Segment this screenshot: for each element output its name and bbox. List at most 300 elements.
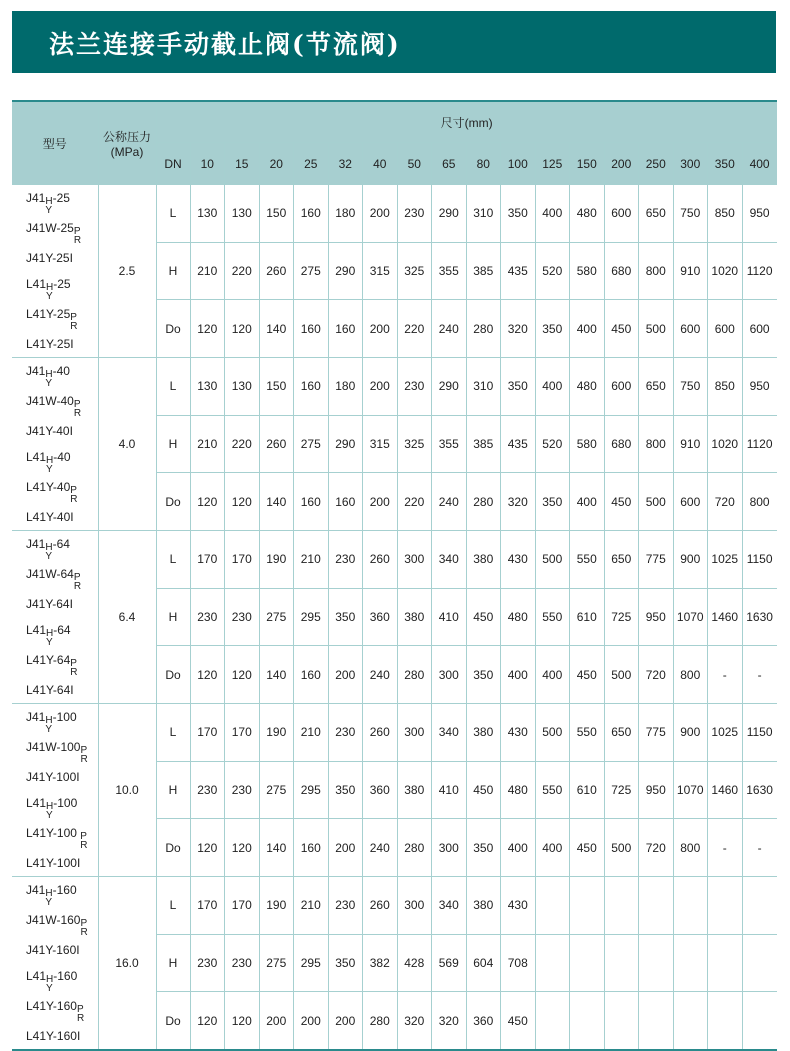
dimension-value: 320 [501, 473, 536, 531]
model-prefix: L41 [26, 623, 47, 637]
dimension-value: - [742, 646, 777, 704]
dimension-value [535, 877, 570, 935]
model-prefix: J41W-100 [26, 740, 81, 754]
dimension-value: 240 [363, 646, 398, 704]
dimension-value: 600 [604, 358, 639, 416]
dimension-value: 520 [535, 415, 570, 473]
dimension-value: 120 [190, 646, 225, 704]
dimension-value: 850 [708, 358, 743, 416]
dimension-value [570, 934, 605, 992]
dimension-value: 200 [363, 473, 398, 531]
variant-top: H [46, 455, 54, 466]
model-name [26, 474, 98, 504]
model-variant-stack [45, 370, 52, 388]
dimension-value: 600 [673, 473, 708, 531]
model-variant-stack [45, 716, 52, 734]
dimension-value: 360 [466, 992, 501, 1050]
dimension-value: 230 [190, 588, 225, 646]
dimension-value: 910 [673, 415, 708, 473]
dimension-value: 170 [190, 704, 225, 762]
dimension-value: 230 [397, 185, 432, 243]
dimension-value: 120 [225, 819, 260, 877]
dimension-value: 150 [259, 358, 294, 416]
dimension-value: 290 [432, 185, 467, 243]
dimension-value: 1120 [742, 415, 777, 473]
pressure-unit: (MPa) [110, 144, 144, 159]
dimension-value: 170 [225, 531, 260, 589]
model-name [26, 185, 98, 215]
dimension-value: 360 [363, 588, 398, 646]
dn-value: 65 [432, 143, 467, 185]
variant-bottom: Y [45, 724, 53, 735]
dimension-value: 340 [432, 531, 467, 589]
dimension-value: 775 [639, 704, 674, 762]
dimension-value: 220 [397, 300, 432, 358]
variant-bottom: R [70, 494, 78, 505]
dimension-value: 200 [363, 358, 398, 416]
dimension-label: Do [156, 300, 190, 358]
model-cell [12, 877, 98, 1051]
dimension-value: 520 [535, 242, 570, 300]
dimension-value: 280 [397, 646, 432, 704]
dimension-value: 480 [501, 761, 536, 819]
dimension-value: 280 [397, 819, 432, 877]
dimension-value: 350 [466, 819, 501, 877]
dimension-value: 435 [501, 242, 536, 300]
title-banner [12, 11, 776, 73]
variant-top: P [73, 572, 81, 583]
dimension-value: 680 [604, 242, 639, 300]
dimension-value: 360 [363, 761, 398, 819]
dimension-value: 604 [466, 934, 501, 992]
dimension-value [639, 992, 674, 1050]
variant-bottom: R [73, 581, 82, 592]
dimension-value [639, 934, 674, 992]
dimension-value: 435 [501, 415, 536, 473]
dn-value: 20 [259, 143, 294, 185]
dimension-value: 300 [432, 646, 467, 704]
model-cell [12, 185, 98, 358]
dimension-value: 410 [432, 588, 467, 646]
dn-value: 50 [397, 143, 432, 185]
dimension-value: 950 [639, 761, 674, 819]
model-prefix: J41 [26, 537, 46, 551]
dimension-value: 260 [259, 242, 294, 300]
dimension-value: 450 [604, 300, 639, 358]
variant-top: H [45, 715, 53, 726]
dimension-value: 1150 [742, 531, 777, 589]
model-name [26, 444, 98, 474]
dimension-value: 315 [363, 415, 398, 473]
model-variant-stack [45, 197, 52, 215]
dimension-value: 230 [225, 588, 260, 646]
dimension-value: 140 [259, 646, 294, 704]
dn-value: 250 [639, 143, 674, 185]
dimension-value: 160 [294, 473, 329, 531]
dimension-value [535, 934, 570, 992]
dimension-value: 1020 [708, 415, 743, 473]
model-name [26, 704, 98, 734]
variant-bottom: R [70, 667, 78, 678]
model-prefix: L41Y-100I [26, 856, 81, 870]
model-name [26, 215, 98, 245]
dn-value: 300 [673, 143, 708, 185]
model-name [26, 271, 98, 301]
dimension-value: 160 [328, 473, 363, 531]
dimension-label: H [156, 588, 190, 646]
dimension-label: H [156, 761, 190, 819]
model-variant-stack [45, 543, 52, 561]
dimension-value: 600 [673, 300, 708, 358]
dimension-value: 400 [501, 646, 536, 704]
dimension-value: 680 [604, 415, 639, 473]
dimension-value: 295 [294, 588, 329, 646]
model-cell [12, 358, 98, 531]
model-suffix: -100 [53, 796, 78, 810]
model-name [26, 764, 98, 790]
dimension-value: 480 [570, 358, 605, 416]
dimension-value [708, 877, 743, 935]
dimension-value: 210 [294, 704, 329, 762]
variant-bottom: Y [46, 291, 53, 302]
dimension-label: Do [156, 819, 190, 877]
model-name [26, 677, 98, 703]
model-suffix: -160 [52, 883, 77, 897]
model-prefix: J41Y-25I [26, 251, 73, 265]
dimension-value: 720 [639, 819, 674, 877]
model-name [26, 531, 98, 561]
model-prefix: J41W-160 [26, 913, 81, 927]
dimension-value: 382 [363, 934, 398, 992]
model-name [26, 591, 98, 617]
dimension-value [604, 934, 639, 992]
dimension-value: 800 [673, 819, 708, 877]
size-header: 尺寸(mm) [156, 101, 777, 143]
dimension-value: 170 [225, 877, 260, 935]
dimension-value: 500 [535, 531, 570, 589]
dimension-value: 200 [328, 646, 363, 704]
dimension-value: 650 [639, 358, 674, 416]
variant-top: H [45, 369, 53, 380]
dimension-value: 500 [639, 300, 674, 358]
variant-top: H [46, 801, 54, 812]
dimension-value: 130 [225, 358, 260, 416]
dn-value: 400 [742, 143, 777, 185]
variant-bottom: Y [46, 464, 53, 475]
model-name [26, 301, 98, 331]
variant-top: H [46, 628, 54, 639]
dimension-value: 400 [570, 300, 605, 358]
model-prefix: J41Y-100I [26, 770, 80, 784]
dimension-value: 750 [673, 185, 708, 243]
dimension-value: 220 [225, 242, 260, 300]
model-name [26, 993, 98, 1023]
dimension-value: 240 [432, 473, 467, 531]
pressure-cell: 16.0 [98, 877, 156, 1051]
dimension-value: 120 [190, 992, 225, 1050]
model-name [26, 820, 98, 850]
dimension-value: 400 [535, 819, 570, 877]
dn-header: DN [156, 143, 190, 185]
dimension-value: 480 [501, 588, 536, 646]
model-cell [12, 531, 98, 704]
model-prefix: L41Y-40 [26, 480, 71, 494]
dimension-value: 450 [466, 761, 501, 819]
dimension-value: 160 [294, 185, 329, 243]
dimension-value: 350 [535, 300, 570, 358]
dimension-value: 400 [535, 646, 570, 704]
dimension-value: 130 [225, 185, 260, 243]
dimension-value: 170 [190, 877, 225, 935]
dimension-value: 275 [259, 761, 294, 819]
model-variant-stack [80, 919, 87, 937]
dimension-value: 450 [570, 819, 605, 877]
model-name [26, 790, 98, 820]
dimension-value: 569 [432, 934, 467, 992]
variant-bottom: Y [45, 897, 53, 908]
dimension-value: 210 [294, 877, 329, 935]
dimension-value: 160 [294, 358, 329, 416]
dimension-value: 120 [225, 300, 260, 358]
dimension-value: 450 [570, 646, 605, 704]
model-suffix: -40 [52, 364, 70, 378]
variant-bottom: Y [45, 551, 53, 562]
dimension-value: 500 [639, 473, 674, 531]
dimension-label: L [156, 531, 190, 589]
dimension-value: 900 [673, 531, 708, 589]
variant-top: H [46, 974, 54, 985]
variant-bottom: R [80, 927, 88, 938]
dimension-value: 180 [328, 358, 363, 416]
dimension-value [673, 934, 708, 992]
dimension-label: L [156, 358, 190, 416]
model-suffix: -160 [53, 969, 78, 983]
dn-value: 150 [570, 143, 605, 185]
dimension-label: Do [156, 473, 190, 531]
dimension-value: 550 [570, 704, 605, 762]
dimension-value: 290 [432, 358, 467, 416]
dimension-value: 340 [432, 704, 467, 762]
dn-value: 125 [535, 143, 570, 185]
model-prefix: L41 [26, 277, 47, 291]
model-suffix: -64 [52, 537, 70, 551]
dimension-value: 260 [259, 415, 294, 473]
model-variant-stack [70, 313, 77, 331]
model-name [26, 418, 98, 444]
dimension-value: 550 [535, 588, 570, 646]
dimension-value: 1025 [708, 704, 743, 762]
dimension-value: 450 [604, 473, 639, 531]
model-suffix: -40 [53, 450, 71, 464]
model-name [26, 617, 98, 647]
dimension-value: 170 [190, 531, 225, 589]
dimension-value: 580 [570, 242, 605, 300]
model-prefix: L41 [26, 796, 47, 810]
dimension-label: Do [156, 992, 190, 1050]
dimension-value: 230 [328, 531, 363, 589]
dimension-value: 1460 [708, 761, 743, 819]
model-prefix: J41 [26, 710, 46, 724]
dimension-value [639, 877, 674, 935]
dimension-value: 210 [190, 242, 225, 300]
dimension-value: 1025 [708, 531, 743, 589]
dimension-value: 450 [501, 992, 536, 1050]
variant-bottom: R [70, 321, 78, 332]
model-variant-stack [74, 573, 81, 591]
model-suffix: -25 [52, 191, 70, 205]
dimension-value: 140 [259, 300, 294, 358]
dimension-value: 280 [363, 992, 398, 1050]
model-variant-stack [45, 889, 52, 907]
dn-value: 80 [466, 143, 501, 185]
dimension-value [742, 877, 777, 935]
dimension-value: 550 [570, 531, 605, 589]
dimension-value: 260 [363, 877, 398, 935]
dimension-value: 280 [466, 473, 501, 531]
dimension-value: 1120 [742, 242, 777, 300]
dn-value: 40 [363, 143, 398, 185]
dimension-value: 200 [363, 300, 398, 358]
dimension-value: 200 [294, 992, 329, 1050]
spec-table [12, 100, 777, 1051]
dimension-value: 210 [190, 415, 225, 473]
dimension-value: 190 [259, 704, 294, 762]
model-prefix: J41W-64 [26, 567, 74, 581]
model-header: 型号 [12, 101, 98, 185]
dimension-value: 750 [673, 358, 708, 416]
model-suffix: -25 [53, 277, 71, 291]
dimension-value: 1630 [742, 588, 777, 646]
model-suffix: -100 [52, 710, 77, 724]
dimension-value: 310 [466, 358, 501, 416]
dn-value: 100 [501, 143, 536, 185]
model-prefix: L41Y-40I [26, 510, 74, 524]
dimension-value: 1150 [742, 704, 777, 762]
dimension-value: 230 [225, 934, 260, 992]
dimension-value: 385 [466, 242, 501, 300]
model-prefix: J41 [26, 883, 46, 897]
dn-value: 15 [225, 143, 260, 185]
model-variant-stack [77, 1005, 84, 1023]
dimension-value: 380 [397, 588, 432, 646]
dimension-value: 550 [535, 761, 570, 819]
model-variant-stack [74, 227, 81, 245]
dn-value: 200 [604, 143, 639, 185]
dimension-value: 325 [397, 242, 432, 300]
dimension-value: 950 [742, 185, 777, 243]
dimension-value: 380 [466, 877, 501, 935]
model-name [26, 850, 98, 876]
dimension-value: 290 [328, 415, 363, 473]
dn-value: 350 [708, 143, 743, 185]
dimension-value: 610 [570, 588, 605, 646]
dimension-value: 160 [294, 300, 329, 358]
model-prefix: L41Y-25I [26, 337, 74, 351]
table-row [12, 185, 777, 243]
variant-bottom: R [73, 235, 82, 246]
dimension-value: 240 [363, 819, 398, 877]
variant-top: P [70, 312, 77, 323]
dimension-value: 230 [328, 877, 363, 935]
dimension-value: 300 [397, 531, 432, 589]
dimension-value: 350 [535, 473, 570, 531]
dimension-value: 900 [673, 704, 708, 762]
dimension-value [535, 992, 570, 1050]
dimension-value: 850 [708, 185, 743, 243]
dimension-value: 230 [225, 761, 260, 819]
dimension-value: 610 [570, 761, 605, 819]
dimension-value: - [708, 646, 743, 704]
model-prefix: J41W-40 [26, 394, 74, 408]
pressure-cell: 2.5 [98, 185, 156, 358]
dimension-value: 230 [190, 761, 225, 819]
model-prefix: L41 [26, 450, 47, 464]
model-prefix: L41Y-160I [26, 1029, 81, 1043]
dimension-value: 355 [432, 242, 467, 300]
dimension-value: 800 [742, 473, 777, 531]
dimension-label: L [156, 704, 190, 762]
dimension-value: 315 [363, 242, 398, 300]
variant-bottom: Y [46, 637, 53, 648]
dn-value: 10 [190, 143, 225, 185]
dimension-value: 200 [259, 992, 294, 1050]
variant-top: H [45, 542, 53, 553]
dimension-value: 150 [259, 185, 294, 243]
model-name [26, 388, 98, 418]
dimension-value: 725 [604, 588, 639, 646]
variant-top: P [80, 831, 87, 842]
dimension-value: 380 [466, 704, 501, 762]
dimension-value: 910 [673, 242, 708, 300]
model-prefix: L41Y-160 [26, 999, 77, 1013]
dimension-value: 720 [708, 473, 743, 531]
dimension-value: 120 [190, 300, 225, 358]
dimension-value: 775 [639, 531, 674, 589]
dimension-value: 170 [225, 704, 260, 762]
dimension-value: 350 [501, 185, 536, 243]
dimension-value: 295 [294, 761, 329, 819]
dimension-value: 320 [432, 992, 467, 1050]
dimension-value: 230 [397, 358, 432, 416]
dimension-value: 275 [294, 242, 329, 300]
dimension-value: 300 [397, 704, 432, 762]
dimension-value: 800 [639, 415, 674, 473]
dimension-value: 140 [259, 819, 294, 877]
dimension-value: 400 [535, 358, 570, 416]
dimension-value: 350 [466, 646, 501, 704]
dimension-value: 400 [570, 473, 605, 531]
variant-top: P [76, 1004, 84, 1015]
table-row [12, 358, 777, 416]
model-name [26, 245, 98, 271]
dimension-value: 1460 [708, 588, 743, 646]
dimension-value: 950 [639, 588, 674, 646]
dimension-value: 160 [294, 646, 329, 704]
dimension-value: 450 [466, 588, 501, 646]
model-prefix: J41 [26, 191, 46, 205]
dimension-value: 160 [294, 819, 329, 877]
variant-bottom: Y [46, 810, 53, 821]
dimension-value [742, 992, 777, 1050]
header-row [12, 101, 777, 143]
dimension-value: 130 [190, 185, 225, 243]
variant-bottom: R [73, 408, 82, 419]
dimension-value: 385 [466, 415, 501, 473]
dimension-value [604, 992, 639, 1050]
variant-top: P [80, 918, 88, 929]
dimension-value: 708 [501, 934, 536, 992]
variant-bottom: R [80, 754, 88, 765]
